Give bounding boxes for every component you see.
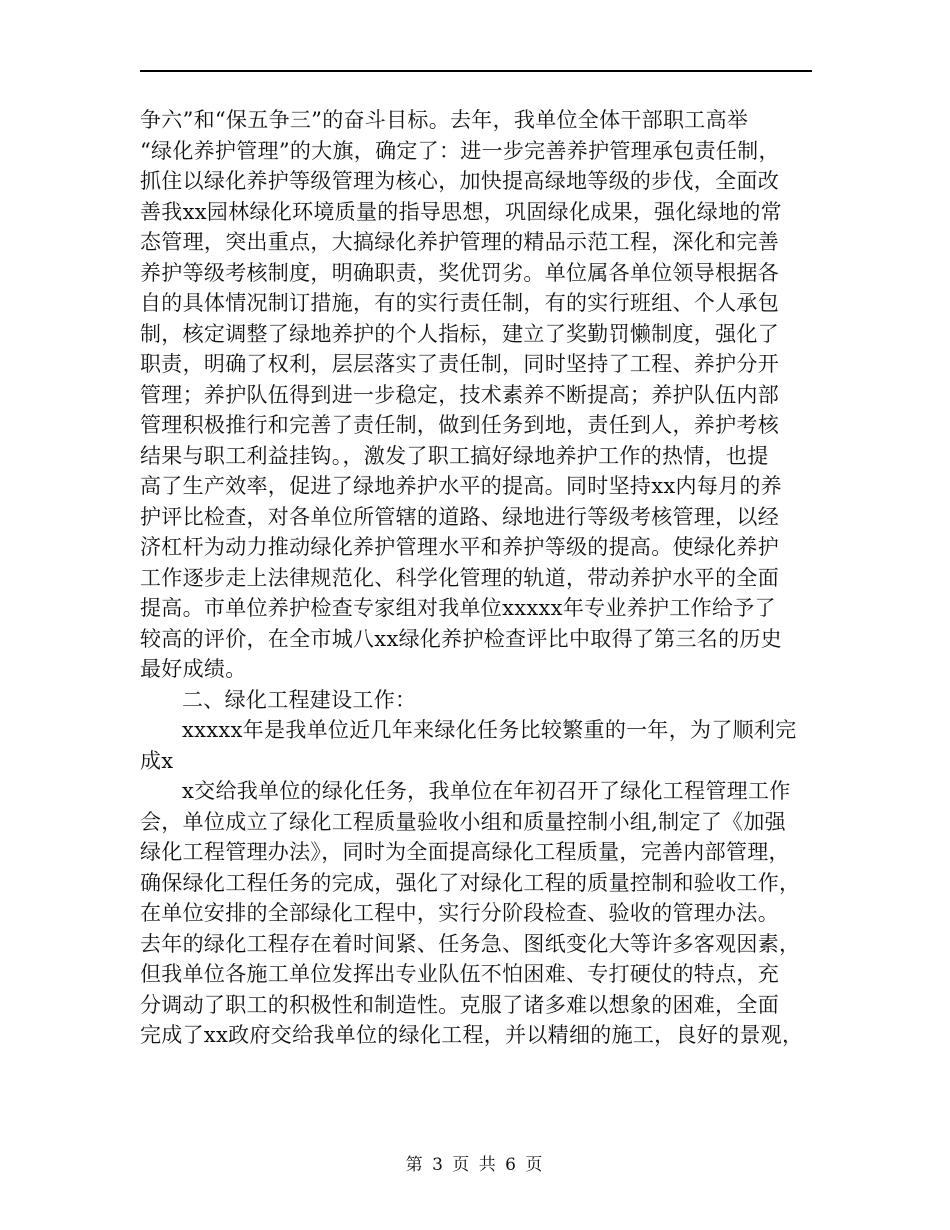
header-rule — [140, 70, 812, 72]
text-line: 职责，明确了权利，层层落实了责任制，同时坚持了工程、养护分开 — [140, 352, 779, 376]
text-line: 自的具体情况制订措施，有的实行责任制，有的实行班组、个人承包 — [140, 291, 779, 315]
text-line: 会，单位成立了绿化工程质量验收小组和质量控制小组,制定了《加强 — [140, 809, 786, 834]
text-line: 抓住以绿化养护等级管理为核心，加快提高绿地等级的步伐，全面改 — [140, 169, 779, 193]
text-line: 养护等级考核制度，明确职责，奖优罚劣。单位属各单位领导根据各 — [140, 260, 779, 285]
text-line: 成x — [140, 748, 174, 773]
text-line: 护评比检查，对各单位所管辖的道路、绿地进行等级考核管理，以经 — [140, 504, 779, 529]
text-line: 但我单位各施工单位发挥出专业队伍不怕困难、专打硬仗的特点，充 — [140, 962, 779, 986]
text-line: 提高。市单位养护检查专家组对我单位xxxxx年专业养护工作给予了 — [140, 596, 776, 620]
text-line: 工作逐步走上法律规范化、科学化管理的轨道，带动养护水平的全面 — [140, 565, 779, 590]
text-line: 态管理，突出重点，大搞绿化养护管理的精品示范工程，深化和完善 — [140, 230, 779, 254]
text-line: 结果与职工利益挂钩。，激发了职工搞好绿地养护工作的热情，也提 — [140, 443, 769, 468]
text-line: 在单位安排的全部绿化工程中，实行分阶段检查、验收的管理办法。 — [140, 901, 779, 925]
text-line: 去年的绿化工程存在着时间紧、任务急、图纸变化大等许多客观因素， — [140, 931, 801, 956]
text-line: 管理积极推行和完善了责任制，做到任务到地，责任到人，养护考核 — [140, 413, 779, 437]
document-body — [140, 105, 820, 1051]
text-line: x交给我单位的绿化任务，我单位在年初召开了绿化工程管理工作 — [182, 779, 791, 803]
text-line: 管理；养护队伍得到进一步稳定，技术素养不断提高；养护队伍内部 — [140, 382, 779, 407]
text-line: 最好成绩。 — [140, 657, 247, 681]
text-line: “绿化养护管理”的大旗，确定了：进一步完善养护管理承包责任制， — [140, 138, 780, 163]
text-line: 二、绿化工程建设工作： — [182, 687, 417, 712]
text-line: 争六”和“保五争三”的奋斗目标。去年，我单位全体干部职工高举 — [140, 108, 749, 132]
text-line: 制，核定调整了绿地养护的个人指标，建立了奖勤罚懒制度，强化了 — [140, 321, 779, 346]
text-line: 分调动了职工的积极性和制造性。克服了诸多难以想象的困难，全面 — [140, 992, 779, 1017]
text-line: 绿化工程管理办法》，同时为全面提高绿化工程质量，完善内部管理， — [140, 840, 790, 864]
text-line: 确保绿化工程任务的完成，强化了对绿化工程的质量控制和验收工作， — [140, 870, 801, 895]
text-line: 善我xx园林绿化环境质量的指导思想，巩固绿化成果，强化绿地的常 — [140, 199, 782, 224]
text-line: 较高的评价，在全市城八xx绿化养护检查评比中取得了第三名的历史 — [140, 626, 782, 651]
page-footer: 第 3 页 共 6 页 — [405, 1155, 545, 1175]
text-line: 完成了xx政府交给我单位的绿化工程，并以精细的施工，良好的景观， — [140, 1023, 804, 1047]
text-line: 高了生产效率，促进了绿地养护水平的提高。同时坚持xx内每月的养 — [140, 474, 782, 498]
text-line: 济杠杆为动力推动绿化养护管理水平和养护等级的提高。使绿化养护 — [140, 535, 779, 559]
text-line: xxxxx年是我单位近几年来绿化任务比较繁重的一年，为了顺利完 — [182, 718, 797, 742]
